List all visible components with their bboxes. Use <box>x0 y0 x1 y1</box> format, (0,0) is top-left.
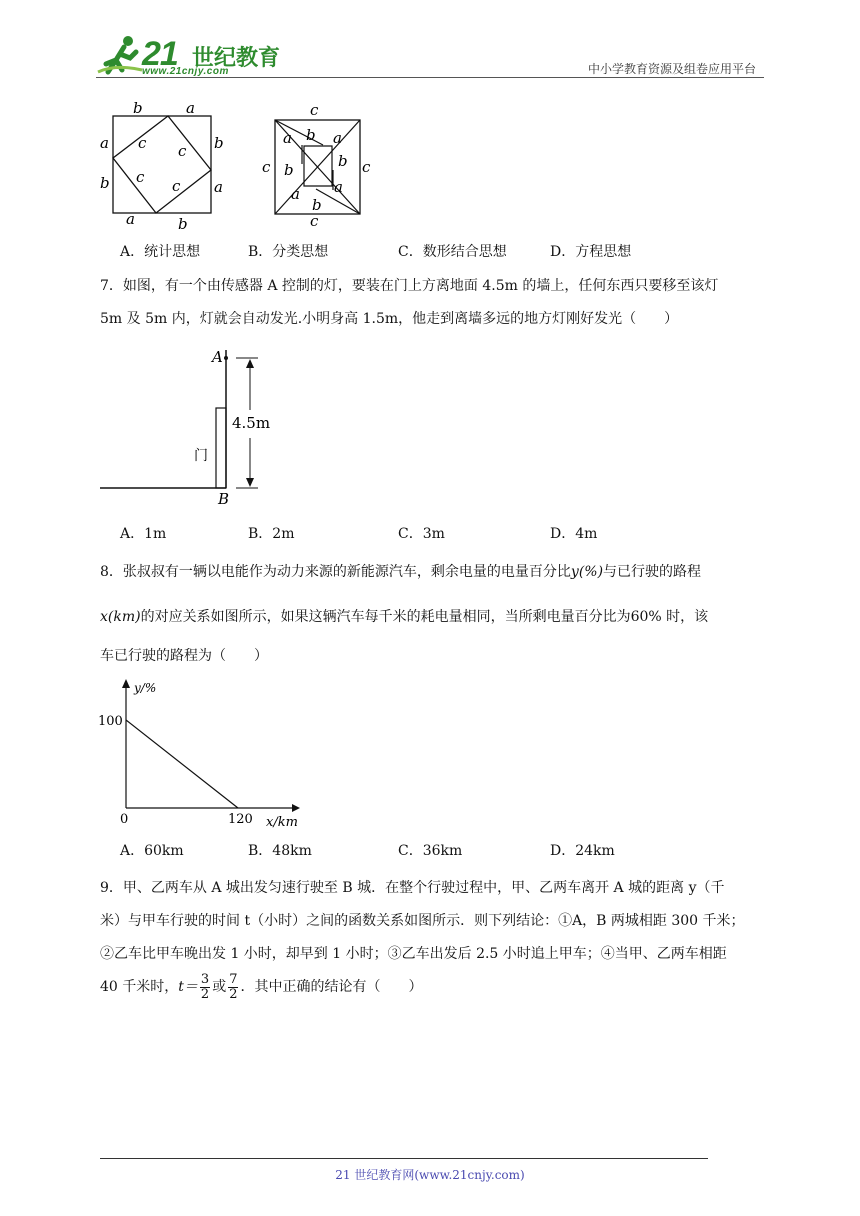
q8-text-line1 <box>100 562 765 582</box>
q7-text-line2: 5m 及 5m 内，灯就会自动发光.小明身高 1.5m，他走到离墙多远的地方灯刚好发光（ ） <box>100 311 679 327</box>
q6-option-b[interactable]: B．分类思想 <box>248 244 329 260</box>
frac1-numerator: 3 <box>200 971 210 987</box>
fig2-label: a <box>291 185 300 203</box>
q8-option-d[interactable]: D．24km <box>550 843 615 859</box>
fig1-label: b <box>100 174 110 192</box>
q7-text-line1: 7．如图，有一个由传感器 A 控制的灯，要装在门上方离地面 4.5m 的墙上，任何东西只要移至该灯 <box>100 278 719 294</box>
q9-or: 或 <box>212 979 227 995</box>
logo-text: 世纪教育 <box>192 46 281 71</box>
fig2-label: b <box>284 161 294 179</box>
fig1-label: a <box>186 99 195 117</box>
fig1-label: b <box>178 215 188 231</box>
logo-number: 21 <box>142 35 178 73</box>
q8-option-c[interactable]: C．36km <box>398 843 463 859</box>
q7-option-d[interactable]: D．4m <box>550 526 598 542</box>
fig1-label: c <box>138 134 147 152</box>
frac1-denominator: 2 <box>200 986 210 1002</box>
q7-door-label: 门 <box>194 448 208 464</box>
fig2-label: a <box>283 129 292 147</box>
q8-option-a[interactable]: A．60km <box>120 843 184 859</box>
q9-text-line4 <box>100 970 765 1004</box>
q7-option-b[interactable]: B．2m <box>248 526 295 542</box>
fig2-label: b <box>338 152 348 170</box>
q9-text-line2: 米）与甲车行驶的时间 t（小时）之间的函数关系如图所示．则下列结论：①A，B 两城相距 300 千米； <box>100 913 745 929</box>
q9-line4-b: ．其中正确的结论有（ ） <box>240 979 423 995</box>
fig2-label: c <box>362 158 371 176</box>
series-line <box>126 720 238 808</box>
fig1-label: c <box>136 168 145 186</box>
fig2-label: b <box>306 126 316 144</box>
q8-chart <box>96 676 316 832</box>
runner-logo-icon <box>96 34 146 76</box>
q8-var-y: y(%) <box>570 564 604 580</box>
q8-text-line2 <box>100 607 765 627</box>
fig1-label: a <box>214 178 223 196</box>
header-divider <box>96 77 764 78</box>
q8-option-b[interactable]: B．48km <box>248 843 312 859</box>
header-platform-text: 中小学教育资源及组卷应用平台 <box>587 62 756 76</box>
fig1-label: b <box>214 134 224 152</box>
fraction-3-2 <box>200 973 210 1002</box>
fig1-label: a <box>100 134 109 152</box>
q6-option-d[interactable]: D．方程思想 <box>550 244 632 260</box>
q7-figure <box>96 340 296 510</box>
q9-t-var: t＝ <box>178 979 198 995</box>
q7-height-label: 4.5m <box>232 414 271 432</box>
frac2-numerator: 7 <box>229 971 238 987</box>
x-axis-label: x/km <box>266 815 298 830</box>
fig1-label: c <box>172 177 181 195</box>
q7-point-b: B <box>218 490 230 508</box>
x-tick-label: 120 <box>228 812 253 827</box>
q8-text-line3: 车已行驶的路程为（ ） <box>100 648 268 664</box>
q7-option-a[interactable]: A．1m <box>120 526 167 542</box>
logo-url: www.21cnjy.com <box>142 66 229 77</box>
fraction-7-2 <box>228 973 238 1002</box>
q9-text-line1: 9．甲、乙两车从 A 城出发匀速行驶至 B 城．在整个行驶过程中，甲、乙两车离开 A 城的距离 y（千 <box>100 880 725 896</box>
q7-option-c[interactable]: C．3m <box>398 526 445 542</box>
q6-option-c[interactable]: C．数形结合思想 <box>398 244 507 260</box>
origin-label: 0 <box>120 812 129 827</box>
q8-line2-b: 的对应关系如图所示，如果这辆汽车每千米的耗电量相同，当所剩电量百分比为60% 时，该 <box>140 609 709 625</box>
fig1-label: b <box>133 99 143 117</box>
q8-line1-b: 与已行驶的路程 <box>603 564 702 580</box>
q6-figure-left <box>96 96 226 231</box>
fig2-label: b <box>312 196 322 214</box>
fig2-label: c <box>262 158 271 176</box>
fig2-label: a <box>334 178 343 196</box>
y-axis-arrow-icon <box>122 679 130 688</box>
footer-text: 21 世纪教育网(www.21cnjy.com) <box>335 1168 525 1182</box>
q9-line4-a: 40 千米时， <box>100 979 179 995</box>
q8-line1-a: 8．张叔叔有一辆以电能作为动力来源的新能源汽车，剩余电量的电量百分比 <box>100 564 571 580</box>
fig1-label: a <box>126 210 135 228</box>
fig1-label: c <box>178 142 187 160</box>
q6-option-a[interactable]: A．统计思想 <box>120 244 201 260</box>
x-axis-arrow-icon <box>292 804 300 812</box>
footer-divider <box>100 1158 708 1159</box>
frac2-denominator: 2 <box>229 986 238 1002</box>
y-tick-label: 100 <box>98 714 123 729</box>
fig2-label: c <box>310 212 319 230</box>
q6-figure-right <box>258 98 378 230</box>
fig2-label: a <box>333 129 342 147</box>
q8-var-x: x(km) <box>100 609 141 625</box>
y-axis-label: y/% <box>134 681 157 695</box>
q9-text-line3: ②乙车比甲车晚出发 1 小时，却早到 1 小时；③乙车出发后 2.5 小时追上甲车；④当甲、乙两车相距 <box>100 946 727 962</box>
fig2-label: c <box>310 101 319 119</box>
q7-point-a: A <box>212 348 223 366</box>
